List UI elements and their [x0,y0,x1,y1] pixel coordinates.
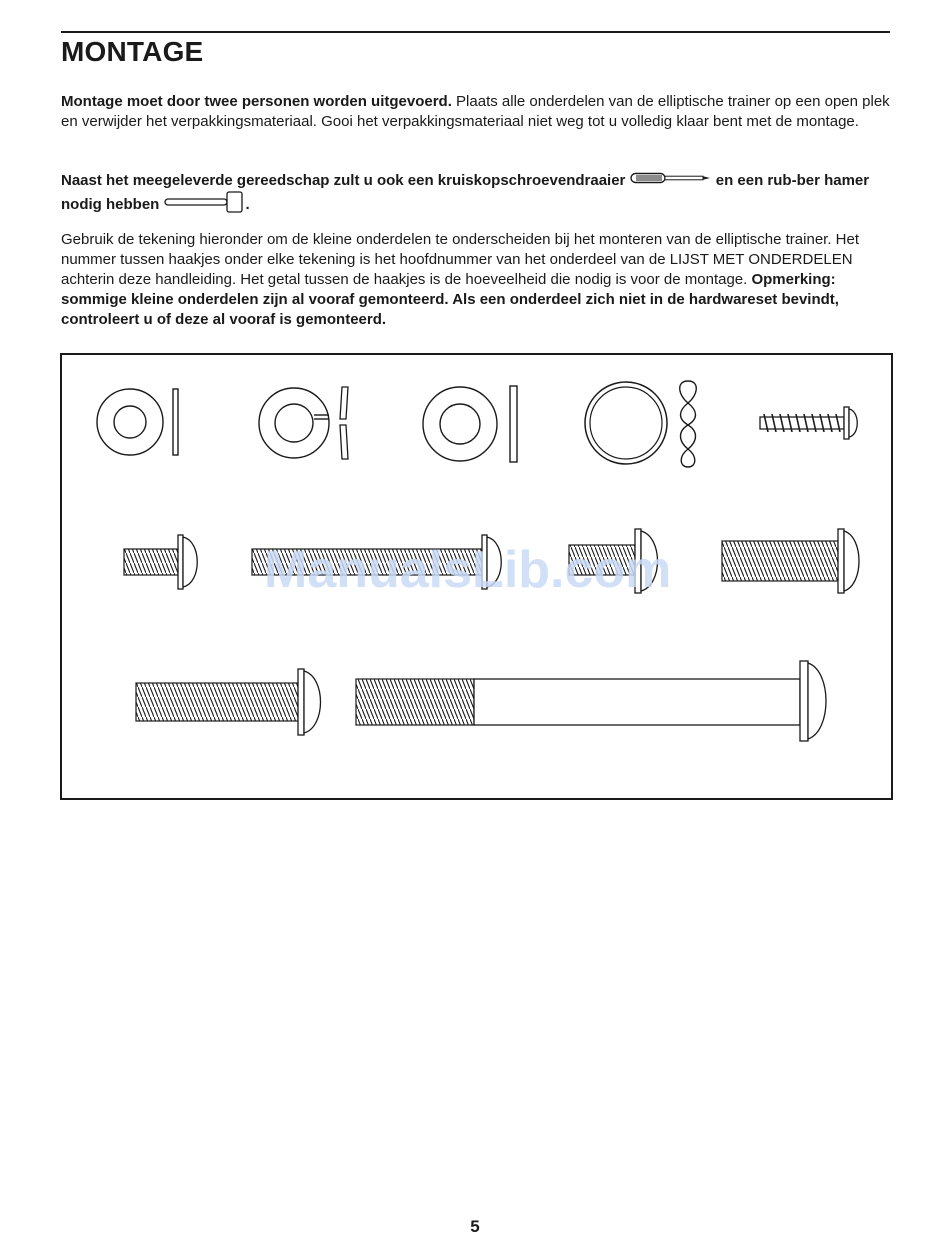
guide-paragraph [61,230,891,330]
retaining-clip-icon [584,379,704,469]
long-button-bolt-icon [250,533,510,591]
watermark: ManualsLib.com [264,541,672,599]
tools-text-middle: en een rub-ber hamer nodig hebben [61,172,870,213]
intro-text: Plaats alle onderdelen van de elliptische trainer op een open plek en verwijder het verpakkingsmateriaal. Gooi het verpakkingsmateriaal niet weg tot u volledig klaar bent met de montage. [61,93,890,130]
tools-text-end: . [245,196,250,213]
rubber-hammer-icon [164,191,246,219]
parts-identification-chart [60,353,893,800]
pan-head-screw-icon [756,405,860,441]
page-title: MONTAGE [61,36,204,67]
tools-text-before: Naast het meegeleverde gereedschap zult u ook een kruiskopschroevendraaier [61,172,630,189]
guide-note: Opmerking: sommige kleine onderdelen zijn al vooraf gemonteerd. Als een onderdeel zich niet in de hardwareset bevindt, controleert u of deze al vooraf is gemonteerd. [61,271,839,328]
tools-paragraph [61,171,891,219]
medium-button-bolt-icon [567,527,663,595]
shoulder-bolt-icon [354,659,834,743]
thick-button-bolt-icon [720,527,864,595]
intro-bold: Montage moet door twee personen worden uitgevoerd. [61,93,452,110]
short-button-bolt-icon [122,533,202,591]
top-rule [61,31,890,33]
split-lock-washer-icon [258,385,358,461]
page-number: 5 [470,1217,480,1236]
intro-paragraph [61,92,891,132]
long-threaded-bolt-icon [134,667,330,737]
thin-washer-icon [422,385,522,463]
screwdriver-icon [630,171,712,191]
flat-washer-icon [96,387,182,457]
guide-text: Gebruik de tekening hieronder om de kleine onderdelen te onderscheiden bij het monteren van de elliptische trainer. Het nummer tussen haakjes onder elke tekening is het hoofdnummer van het onderdeel van de LIJST MET ONDERDELEN achterin deze handleiding. Het getal tussen de haakjes is de hoeveelheid die nodig is voor de montage. [61,231,860,288]
